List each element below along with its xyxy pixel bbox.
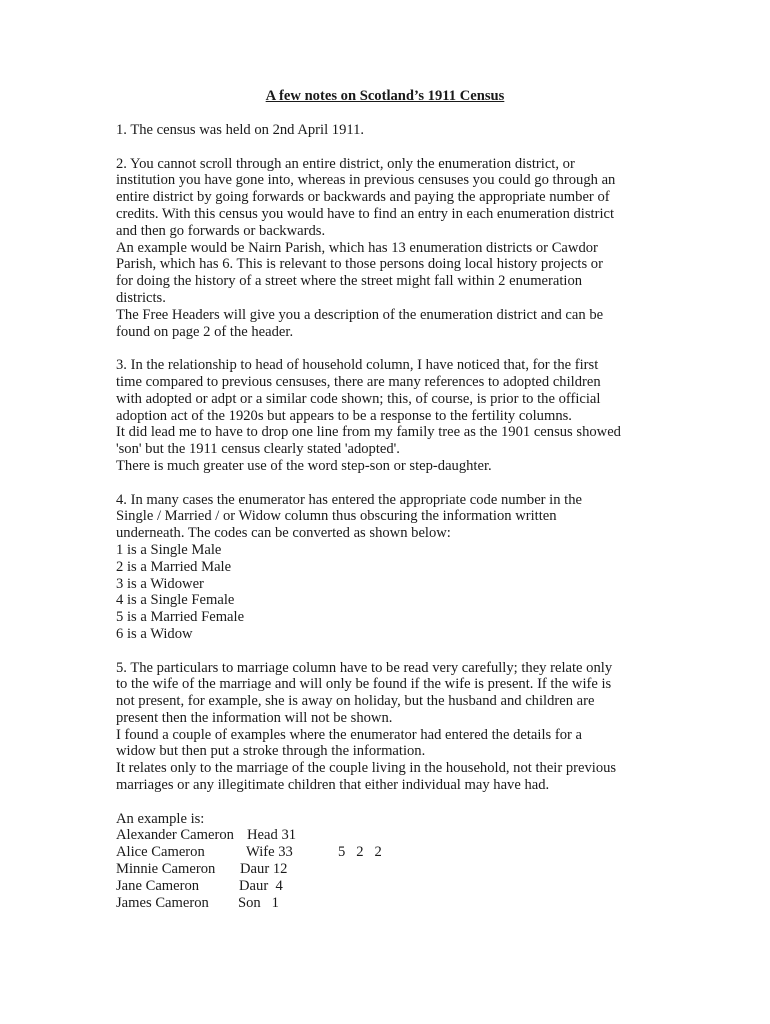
example-row bbox=[116, 895, 661, 912]
example-intro: An example is: bbox=[116, 810, 205, 827]
example-relation: Son 1 bbox=[238, 894, 279, 911]
example-name: Alexander Cameron bbox=[116, 827, 234, 844]
text-line: to the wife of the marriage and will only be found if the wife is present. If the wife is bbox=[116, 676, 612, 693]
text-line: The Free Headers will give you a description of the enumeration district and can be bbox=[116, 306, 604, 323]
paragraph-2 bbox=[116, 156, 661, 341]
text-line: institution you have gone into, whereas in previous censuses you could go through an bbox=[116, 172, 616, 189]
text-line: for doing the history of a street where the street might fall within 2 enumeration bbox=[116, 273, 583, 290]
example-name: James Cameron bbox=[116, 894, 209, 911]
text-line: Single / Married / or Widow column thus obscuring the information written bbox=[116, 508, 557, 525]
code-line: 1 is a Single Male bbox=[116, 541, 222, 558]
code-line: 3 is a Widower bbox=[116, 575, 204, 592]
example-row bbox=[116, 827, 661, 844]
text-line: adoption act of the 1920s but appears to be a response to the fertility columns. bbox=[116, 407, 572, 424]
example-row bbox=[116, 861, 661, 878]
code-line: 2 is a Married Male bbox=[116, 558, 232, 575]
text-line: time compared to previous censuses, there are many references to adopted children bbox=[116, 373, 601, 390]
example-relation: Daur 4 bbox=[239, 877, 283, 894]
text-line: found on page 2 of the header. bbox=[116, 323, 294, 340]
paragraph-1 bbox=[116, 122, 661, 139]
text-line: 1. The census was held on 2nd April 1911. bbox=[116, 122, 365, 138]
paragraph-3 bbox=[116, 357, 661, 475]
paragraph-4 bbox=[116, 492, 661, 643]
code-line: 5 is a Married Female bbox=[116, 609, 245, 626]
text-line: present then the information will not be shown. bbox=[116, 709, 393, 726]
paragraph-5 bbox=[116, 660, 661, 794]
text-line: districts. bbox=[116, 289, 166, 306]
text-line: marriages or any illegitimate children that either individual may have had. bbox=[116, 777, 550, 794]
example-block bbox=[116, 811, 661, 912]
text-line: I found a couple of examples where the enumerator had entered the details for a bbox=[116, 726, 582, 743]
text-line: 'son' but the 1911 census clearly stated 'adopted'. bbox=[116, 441, 400, 458]
example-relation: Head 31 bbox=[247, 827, 297, 844]
example-row bbox=[116, 844, 661, 861]
text-line: 3. In the relationship to head of household column, I have noticed that, for the first bbox=[116, 357, 599, 374]
example-codes: 5 2 2 bbox=[338, 844, 382, 861]
text-line: It relates only to the marriage of the couple living in the household, not their previous bbox=[116, 760, 617, 777]
code-line: 6 is a Widow bbox=[116, 625, 193, 642]
example-name: Alice Cameron bbox=[116, 844, 205, 861]
text-line: Parish, which has 6. This is relevant to those persons doing local history projects or bbox=[116, 256, 603, 273]
text-line: 5. The particulars to marriage column have to be read very carefully; they relate only bbox=[116, 659, 613, 676]
text-line: 2. You cannot scroll through an entire district, only the enumeration district, or bbox=[116, 155, 575, 172]
text-line: underneath. The codes can be converted as shown below: bbox=[116, 525, 451, 542]
text-line: with adopted or adpt or a similar code shown; this, of course, is prior to the official bbox=[116, 390, 601, 407]
text-line: It did lead me to have to drop one line from my family tree as the 1901 census showed bbox=[116, 424, 621, 441]
example-name: Jane Cameron bbox=[116, 877, 200, 894]
example-relation: Wife 33 bbox=[246, 844, 293, 861]
example-relation: Daur 12 bbox=[240, 861, 288, 878]
text-line: There is much greater use of the word step-son or step-daughter. bbox=[116, 457, 492, 474]
text-line: 4. In many cases the enumerator has entered the appropriate code number in the bbox=[116, 491, 583, 508]
text-line: widow but then put a stroke through the information. bbox=[116, 743, 426, 760]
example-row bbox=[116, 878, 661, 895]
text-line: and then go forwards or backwards. bbox=[116, 222, 326, 239]
document-title: A few notes on Scotland’s 1911 Census bbox=[265, 88, 505, 104]
example-name: Minnie Cameron bbox=[116, 861, 216, 878]
code-line: 4 is a Single Female bbox=[116, 592, 235, 609]
text-line: credits. With this census you would have to find an entry in each enumeration district bbox=[116, 205, 615, 222]
text-line: An example would be Nairn Parish, which has 13 enumeration districts or Cawdor bbox=[116, 239, 598, 256]
text-line: not present, for example, she is away on holiday, but the husband and children are bbox=[116, 693, 595, 710]
text-line: entire district by going forwards or backwards and paying the appropriate number of bbox=[116, 189, 610, 206]
document-body bbox=[116, 122, 661, 928]
